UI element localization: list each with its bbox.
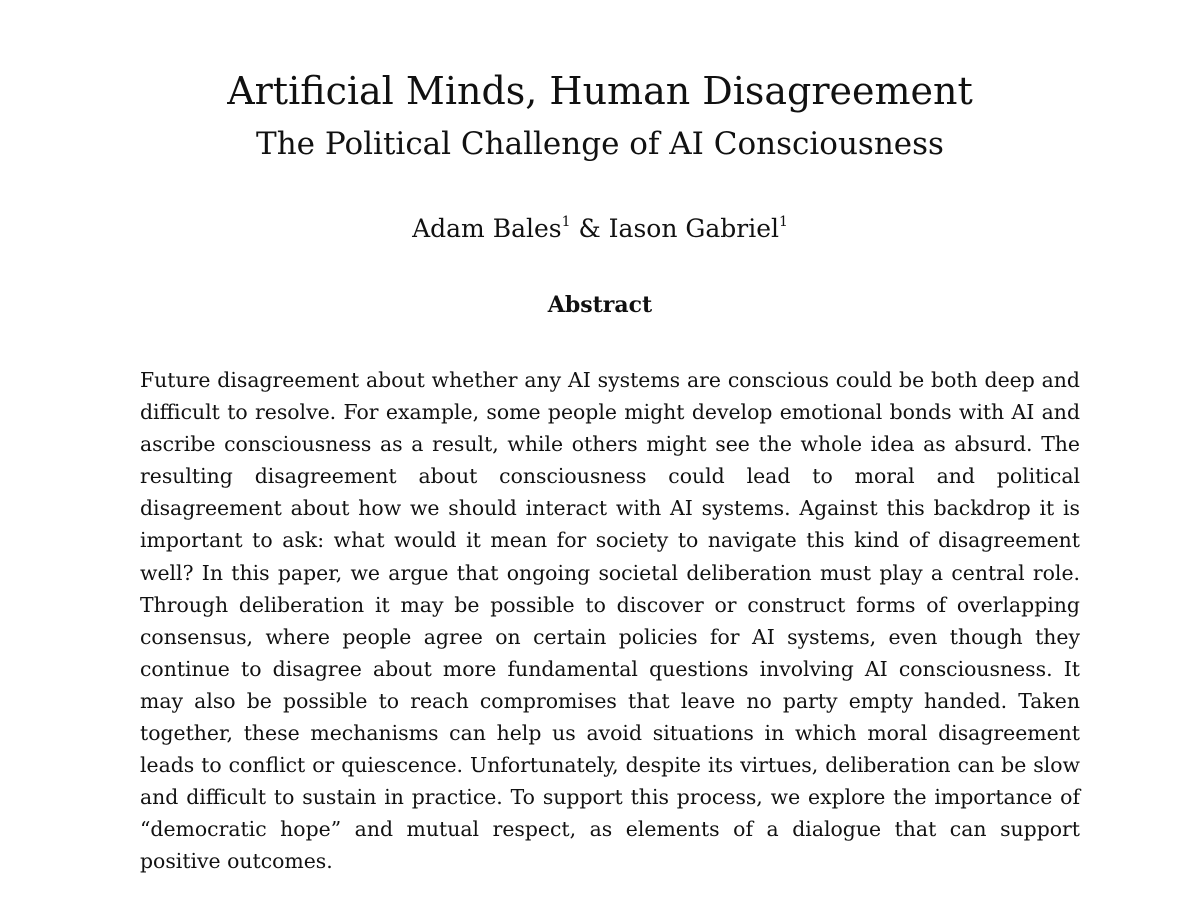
author-separator: & <box>570 214 609 243</box>
abstract-heading: Abstract <box>547 292 653 318</box>
paper-subtitle: The Political Challenge of AI Consciousness <box>256 126 944 162</box>
affiliation-mark: 1 <box>779 214 788 230</box>
abstract-body: Future disagreement about whether any AI systems are conscious could be both deep and difficult to resolve. For example, some people might develop emotional bonds with AI and ascribe consciousness as a result, while others might see the whole idea as absurd. The resulting disagreement about consciousness could lead to moral and political disagreement about how we should interact with AI systems. Against this backdrop it is important to ask: what would it mean for society to navigate this kind of disagreement well? In this paper, we argue that ongoing societal deliberation must play a central role. Through deliberation it may be possible to discover or construct forms of overlapping consensus, where people agree on certain policies for AI systems, even though they continue to disagree about more fundamental questions involving AI consciousness. It may also be possible to reach compromises that leave no party empty handed. Taken together, these mechanisms can help us avoid situations in which moral disagreement leads to conflict or quiescence. Unfortunately, despite its virtues, deliberation can be slow and difficult to sustain in practice. To support this process, we explore the importance of “democratic hope” and mutual respect, as elements of a dialogue that can support positive outcomes. <box>140 368 1080 874</box>
author-name: Iason Gabriel <box>608 214 779 243</box>
paper-title: Artificial Minds, Human Disagreement <box>227 69 973 113</box>
affiliation-mark: 1 <box>561 214 571 230</box>
author-name: Adam Bales <box>412 214 562 243</box>
author-list <box>0 216 1200 241</box>
